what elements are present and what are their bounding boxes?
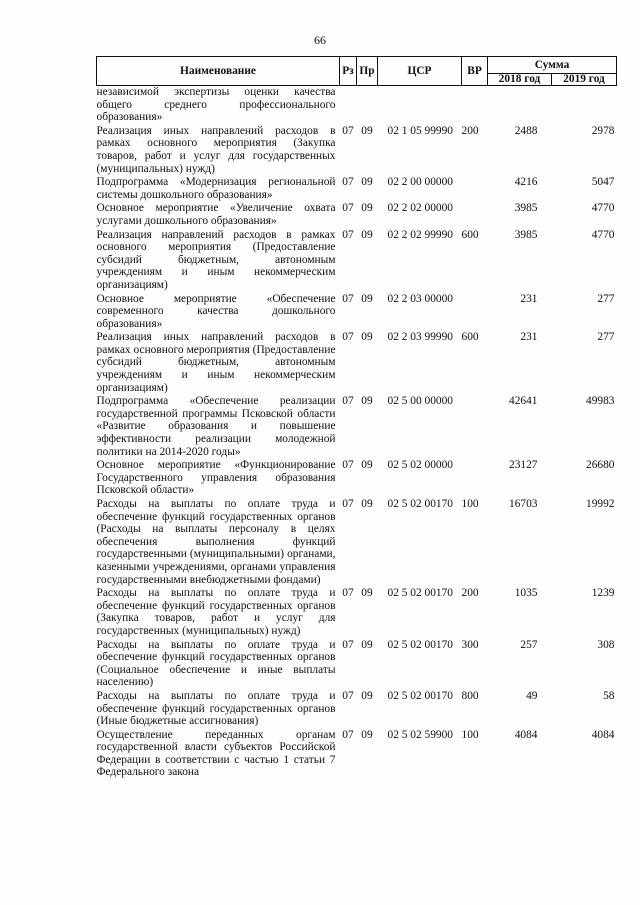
row-rz [340, 86, 357, 125]
row-name: Расходы на выплаты по оплате труда и обеспечение функций государственных органов (Иные бюджетные ассигнования) [96, 689, 336, 728]
row-csr: 02 2 02 99990 [387, 228, 453, 241]
row-rz: 07 [342, 124, 354, 137]
row-vr: 100 [461, 728, 479, 741]
row-sum-2018: 1035 [514, 587, 538, 600]
header-name: Наименование [97, 57, 340, 86]
row-sum-2019: 26680 [586, 459, 615, 472]
row-sum-2019: 58 [603, 689, 615, 702]
row-pr: 09 [361, 202, 373, 215]
row-csr: 02 5 02 00170 [387, 638, 453, 651]
row-rz: 07 [342, 292, 354, 305]
row-sum-2018: 231 [520, 292, 538, 305]
row-pr: 09 [361, 395, 373, 408]
row-vr [462, 86, 488, 125]
row-csr: 02 2 00 00000 [387, 176, 453, 189]
row-pr: 09 [361, 638, 373, 651]
table-row [97, 176, 617, 202]
row-rz: 07 [342, 176, 354, 189]
row-vr [462, 176, 488, 202]
row-rz: 07 [342, 728, 354, 741]
row-csr: 02 5 02 00170 [387, 587, 453, 600]
row-vr: 600 [461, 228, 479, 241]
table-row [97, 498, 617, 587]
row-csr: 02 5 02 00170 [387, 498, 453, 510]
row-sum-2018: 42641 [509, 395, 538, 408]
row-sum-2018: 23127 [509, 459, 538, 472]
row-name: Реализация иных направлений расходов в рамках основного мероприятия (Предоставление субсидий бюджетным, автономным учреждениям и иным некоммерческим организациям) [96, 331, 336, 394]
header-vr: ВР [462, 57, 488, 86]
header-2019: 2019 год [552, 74, 617, 86]
header-sum: Сумма [488, 57, 617, 74]
row-rz: 07 [342, 498, 354, 510]
row-vr: 200 [461, 587, 479, 600]
row-sum-2018: 16703 [509, 498, 538, 510]
row-sum-2018: 4084 [514, 728, 538, 741]
row-vr [462, 459, 488, 498]
table-row [97, 125, 617, 176]
row-sum-2018 [488, 86, 552, 125]
row-name: Основное мероприятие «Увеличение охвата услугами дошкольного образования» [96, 202, 336, 227]
row-vr: 600 [461, 331, 479, 344]
row-name: Расходы на выплаты по оплате труда и обеспечение функций государственных органов (Закупка товаров, работ и услуг для государственных (муниципальных) нужд) [96, 587, 336, 637]
table-row [97, 229, 617, 293]
row-sum-2018: 3985 [514, 228, 538, 241]
row-pr: 09 [361, 124, 373, 137]
table-row [97, 459, 617, 498]
row-name: Осуществление переданных органам государственной власти субъектов Российской Федерации в соответствии с частью 1 статьи 7 Федерального закона [96, 728, 336, 779]
table-row [97, 86, 617, 125]
row-csr: 02 5 02 00000 [387, 459, 453, 472]
page-number: 66 [314, 33, 326, 47]
row-pr: 09 [361, 689, 373, 702]
row-vr [462, 395, 488, 459]
row-sum-2018: 49 [526, 689, 538, 702]
row-pr: 09 [361, 498, 373, 510]
row-csr [378, 86, 462, 125]
table-row [97, 395, 617, 459]
table-row [97, 331, 617, 395]
row-csr: 02 2 03 99990 [387, 331, 453, 344]
row-name: Основное мероприятие «Обеспечение современного качества дошкольного образования» [96, 292, 336, 330]
row-csr: 02 5 00 00000 [387, 395, 453, 408]
row-sum-2018: 257 [520, 638, 538, 651]
row-name: Расходы на выплаты по оплате труда и обеспечение функций государственных органов (Социальное обеспечение и иные выплаты населению) [96, 638, 336, 689]
header-pr: Пр [357, 57, 378, 86]
row-name: Реализация иных направлений расходов в рамках основного мероприятия (Закупка товаров, работ и услуг для государственных (муниципальных) нужд) [96, 124, 336, 175]
row-sum-2019: 1239 [591, 587, 615, 600]
row-vr [462, 293, 488, 332]
row-sum-2018: 3985 [514, 202, 538, 215]
table-header [97, 57, 617, 86]
row-csr: 02 2 02 00000 [387, 202, 453, 215]
row-rz: 07 [342, 331, 354, 344]
row-vr: 100 [461, 498, 479, 510]
row-pr: 09 [361, 587, 373, 600]
row-rz: 07 [342, 395, 354, 408]
row-csr: 02 5 02 59900 [387, 728, 453, 741]
row-name: Расходы на выплаты по оплате труда и обеспечение функций государственных органов (Расходы на выплаты персоналу в целях обеспечения выполнения функций государственными (муниципальными) органами, казенными учреждениями, органами управления государственными внебюджетными фондами) [96, 498, 336, 586]
table-row [97, 587, 617, 638]
row-rz: 07 [342, 459, 354, 472]
row-rz: 07 [342, 638, 354, 651]
table-row [97, 729, 617, 780]
header-csr: ЦСР [378, 57, 462, 86]
row-pr [357, 86, 378, 125]
row-csr: 02 1 05 99990 [387, 124, 453, 137]
row-rz: 07 [342, 228, 354, 241]
row-vr: 200 [461, 124, 479, 137]
table-row [97, 202, 617, 228]
row-name: Реализация направлений расходов в рамках основного мероприятия (Предоставление субсидий бюджетным, автономным учреждениям и иным некоммерческим организациям) [96, 228, 336, 291]
row-sum-2018: 4216 [514, 176, 538, 189]
row-csr: 02 2 03 00000 [387, 292, 453, 305]
row-sum-2019: 4770 [591, 202, 615, 215]
row-sum-2019: 4770 [591, 228, 615, 241]
row-pr: 09 [361, 459, 373, 472]
table-body [97, 86, 617, 781]
table-row [97, 690, 617, 729]
row-sum-2019: 2978 [591, 124, 615, 137]
row-sum-2019: 4084 [591, 728, 615, 741]
row-sum-2019: 308 [597, 638, 615, 651]
budget-table [96, 56, 617, 780]
row-sum-2019 [552, 86, 617, 125]
row-vr [462, 202, 488, 228]
row-csr: 02 5 02 00170 [387, 689, 453, 702]
row-sum-2019: 5047 [591, 176, 615, 189]
row-sum-2019: 277 [597, 292, 615, 305]
table-row [97, 293, 617, 332]
row-sum-2019: 19992 [586, 498, 615, 510]
row-vr: 300 [461, 638, 479, 651]
row-rz: 07 [342, 587, 354, 600]
row-name: Основное мероприятие «Функционирование Государственного управления образования Псковской области» [96, 459, 336, 497]
row-name: Подпрограмма «Обеспечение реализации государственной программы Псковской области «Развитие образования и повышение эффективности реализации молодежной политики на 2014-2020 годы» [96, 395, 336, 458]
row-vr: 800 [461, 689, 479, 702]
table-row [97, 639, 617, 690]
row-pr: 09 [361, 292, 373, 305]
row-rz: 07 [342, 689, 354, 702]
row-sum-2019: 277 [597, 331, 615, 344]
row-name: независимой экспертизы оценки качества общего среднего профессионального образования» [96, 86, 336, 124]
row-pr: 09 [361, 728, 373, 741]
header-rz: Рз [340, 57, 357, 86]
row-rz: 07 [342, 202, 354, 215]
row-sum-2018: 2488 [514, 124, 538, 137]
row-name: Подпрограмма «Модернизация региональной системы дошкольного образования» [96, 176, 336, 201]
row-pr: 09 [361, 228, 373, 241]
row-pr: 09 [361, 331, 373, 344]
row-sum-2018: 231 [520, 331, 538, 344]
row-pr: 09 [361, 176, 373, 189]
header-2018: 2018 год [488, 74, 552, 86]
row-sum-2019: 49983 [586, 395, 615, 408]
